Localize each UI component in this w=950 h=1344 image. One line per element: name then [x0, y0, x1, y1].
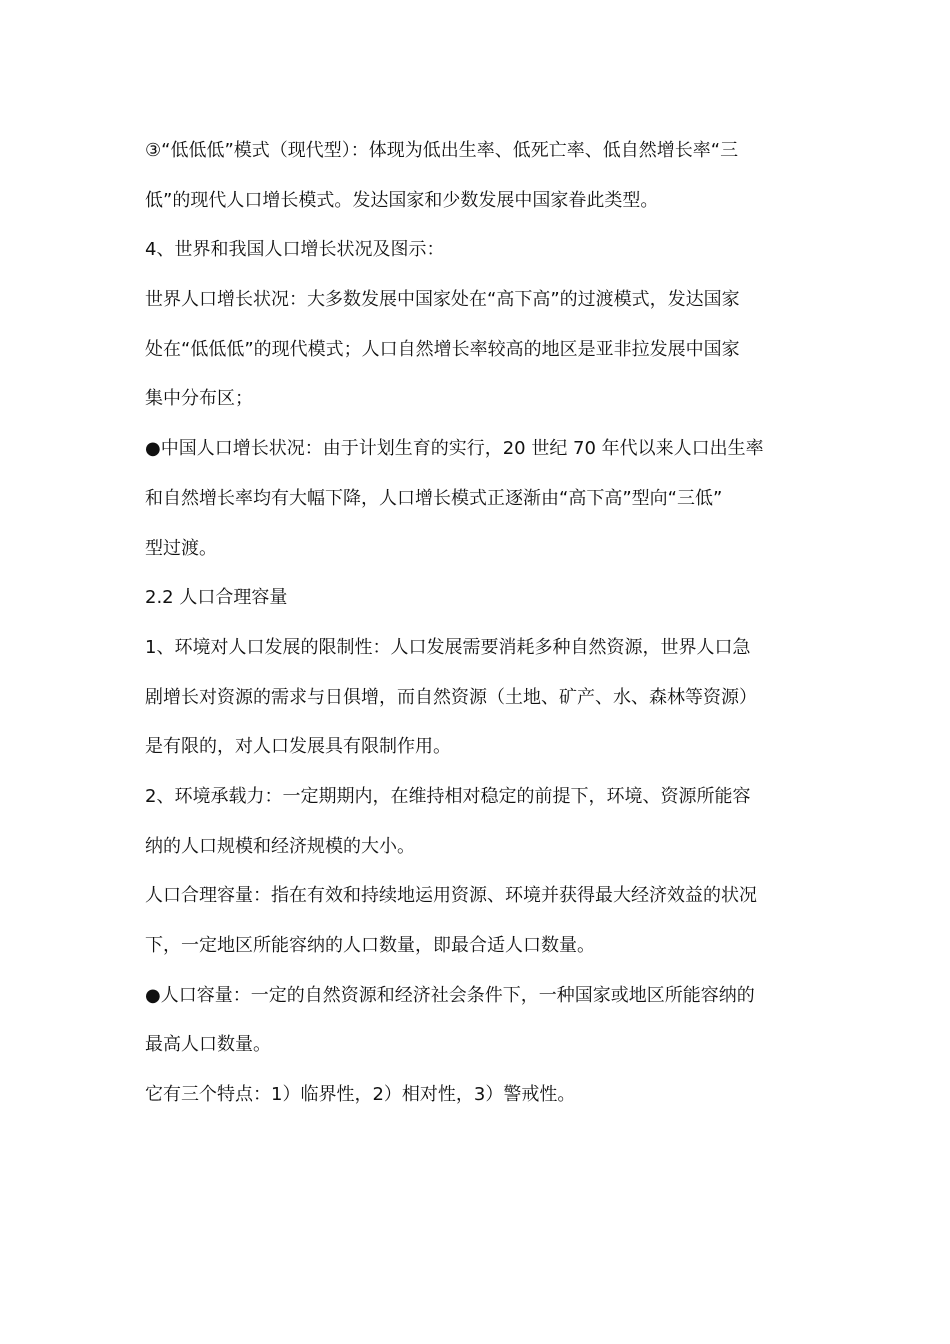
text-line: 处在“低低低”的现代模式；人口自然增长率较高的地区是亚非拉发展中国家	[145, 338, 740, 360]
text-line: 是有限的，对人口发展具有限制作用。	[145, 736, 451, 758]
document-body	[145, 126, 810, 1120]
text-line: 型过渡。	[145, 537, 217, 559]
text-line: ③“低低低”模式（现代型）：体现为低出生率、低死亡率、低自然增长率“三	[145, 140, 739, 161]
text-line: 它有三个特点：1）临界性，2）相对性，3）警戒性。	[145, 1084, 576, 1106]
section-heading: 2.2 人口合理容量	[145, 587, 288, 609]
text-line: 1、环境对人口发展的限制性：人口发展需要消耗多种自然资源，世界人口急	[145, 636, 751, 658]
text-line: 低”的现代人口增长模式。发达国家和少数发展中国家眷此类型。	[145, 189, 659, 211]
text-line: 人口合理容量：指在有效和持续地运用资源、环境并获得最大经济效益的状况	[145, 885, 757, 907]
text-line: ●中国人口增长状况：由于计划生育的实行，20 世纪 70 年代以来人口出生率	[145, 438, 764, 460]
text-line: 2、环境承载力：一定期期内，在维持相对稳定的前提下，环境、资源所能容	[145, 785, 751, 807]
text-line: 剧增长对资源的需求与日俱增，而自然资源（土地、矿产、水、森林等资源）	[145, 686, 757, 708]
text-line: 世界人口增长状况：大多数发展中国家处在“高下高”的过渡模式，发达国家	[145, 289, 740, 311]
text-line: 和自然增长率均有大幅下降，人口增长模式正逐渐由“高下高”型向“三低”	[145, 487, 723, 509]
text-line: 4、世界和我国人口增长状况及图示：	[145, 239, 445, 261]
text-line: 最高人口数量。	[145, 1034, 271, 1056]
text-line: 集中分布区；	[145, 388, 253, 410]
text-line: 纳的人口规模和经济规模的大小。	[145, 835, 415, 857]
text-line: ●人口容量：一定的自然资源和经济社会条件下，一种国家或地区所能容纳的	[145, 984, 755, 1006]
text-line: 下，一定地区所能容纳的人口数量，即最合适人口数量。	[145, 935, 595, 956]
